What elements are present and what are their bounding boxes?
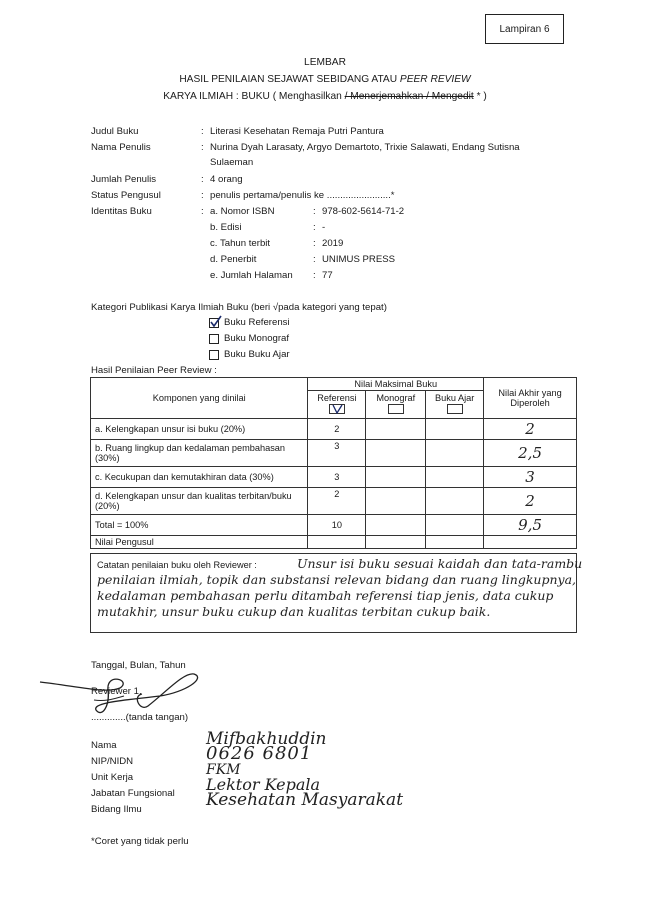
row-referensi: 2 <box>308 419 366 440</box>
check-icon <box>209 315 223 329</box>
header-nilai-akhir: Nilai Akhir yang Diperoleh <box>484 378 577 419</box>
table-row-pengusul <box>91 536 577 549</box>
catatan-label: Catatan penilaian buku oleh Reviewer : <box>97 560 257 570</box>
field-label-jumlah: Jumlah Penulis <box>91 174 157 185</box>
table-row <box>91 419 577 440</box>
option-label-referensi: Buku Referensi <box>224 317 290 328</box>
row-referensi: 3 <box>308 440 366 467</box>
field-label-identitas: Identitas Buku <box>91 206 152 217</box>
tanda-tangan-label: .............(tanda tangan) <box>91 712 189 723</box>
identity-value-bidang: Kesehatan Masyarakat <box>206 790 404 810</box>
row-referensi: 3 <box>308 467 366 488</box>
check-icon <box>330 404 344 414</box>
field-colon: : <box>201 174 204 185</box>
row-buku-ajar <box>426 467 484 488</box>
table-row <box>91 467 577 488</box>
identitas-colon: : <box>313 254 316 265</box>
catatan-box <box>90 553 583 633</box>
field-value-judul: Literasi Kesehatan Remaja Putri Pantura <box>210 126 384 137</box>
identitas-label-edisi: b. Edisi <box>210 222 242 233</box>
row-nilai-akhir: 2,5 <box>484 440 577 467</box>
field-value-status: penulis pertama/penulis ke ........................* <box>210 190 395 201</box>
row-referensi: 2 <box>308 488 366 515</box>
title-line-3-strike: / Menerjemahkan / Mengedit <box>344 91 474 102</box>
identitas-value-halaman: 77 <box>322 270 333 281</box>
field-label-status: Status Pengusul <box>91 190 161 201</box>
header-nilai-maksimal: Nilai Maksimal Buku <box>308 378 484 391</box>
buku-ajar-box <box>447 404 463 414</box>
total-label: Total = 100% <box>91 515 308 536</box>
reviewer-label: Reviewer 1, <box>91 686 142 697</box>
identitas-value-edisi: - <box>322 222 326 233</box>
header-monograf <box>366 391 426 419</box>
header-buku-ajar-label: Buku Ajar <box>435 393 475 403</box>
title-line-2-plain: HASIL PENILAIAN SEJAWAT SEBIDANG ATAU <box>179 74 400 85</box>
row-komponen: d. Kelengkapan unsur dan kualitas terbitan/buku (20%) <box>91 488 308 515</box>
pengusul-nilai-akhir <box>484 536 577 549</box>
total-referensi: 10 <box>308 515 366 536</box>
catatan-handwritten <box>97 556 617 620</box>
identity-label-unit: Unit Kerja <box>91 772 134 783</box>
field-colon: : <box>201 190 204 201</box>
field-colon: : <box>201 126 204 137</box>
field-colon: : <box>201 206 204 217</box>
row-monograf <box>366 467 426 488</box>
row-monograf <box>366 440 426 467</box>
pengusul-monograf <box>366 536 426 549</box>
identitas-colon: : <box>313 270 316 281</box>
row-monograf <box>366 488 426 515</box>
title-line-3-suffix: * ) <box>473 91 487 102</box>
table-row <box>91 488 577 515</box>
row-buku-ajar <box>426 488 484 515</box>
title-line-2 <box>0 74 650 85</box>
header-komponen: Komponen yang dinilai <box>91 378 308 419</box>
checkbox-buku-monograf[interactable] <box>209 334 219 344</box>
header-referensi-label: Referensi <box>317 393 357 403</box>
field-label-judul: Judul Buku <box>91 126 139 137</box>
footnote: *Coret yang tidak perlu <box>91 836 189 847</box>
identitas-value-isbn: 978-602-5614-71-2 <box>322 206 405 217</box>
total-buku-ajar <box>426 515 484 536</box>
row-komponen: c. Kecukupan dan kemutakhiran data (30%) <box>91 467 308 488</box>
field-value-penulis-2: Sulaeman <box>210 157 254 168</box>
row-buku-ajar <box>426 440 484 467</box>
row-nilai-akhir: 2 <box>484 488 577 515</box>
title-line-2-italic: PEER REVIEW <box>399 74 471 85</box>
identitas-label-isbn: a. Nomor ISBN <box>210 206 275 217</box>
field-label-penulis: Nama Penulis <box>91 142 151 153</box>
field-value-jumlah: 4 orang <box>210 174 243 185</box>
peer-review-table <box>90 377 577 549</box>
checkbox-buku-ajar[interactable] <box>209 350 219 360</box>
option-label-monograf: Buku Monograf <box>224 333 290 344</box>
total-monograf <box>366 515 426 536</box>
header-buku-ajar <box>426 391 484 419</box>
identity-label-nama: Nama <box>91 740 117 751</box>
table-row-total <box>91 515 577 536</box>
kategori-heading: Kategori Publikasi Karya Ilmiah Buku (beri √pada kategori yang tepat) <box>91 302 387 313</box>
pengusul-buku-ajar <box>426 536 484 549</box>
header-referensi <box>308 391 366 419</box>
identitas-colon: : <box>313 206 316 217</box>
referensi-check-box <box>329 404 345 414</box>
row-buku-ajar <box>426 419 484 440</box>
identitas-value-tahun: 2019 <box>322 238 344 249</box>
field-value-penulis: Nurina Dyah Larasaty, Argyo Demartoto, Trixie Salawati, Endang Sutisna <box>210 142 520 153</box>
checkbox-buku-referensi[interactable] <box>209 318 219 328</box>
title-line-3 <box>0 91 650 102</box>
title-line-1: LEMBAR <box>304 57 346 68</box>
lampiran-box <box>485 14 564 44</box>
row-komponen: b. Ruang lingkup dan kedalaman pembahasan (30%) <box>91 440 308 467</box>
lampiran-label: Lampiran 6 <box>499 23 550 35</box>
identitas-label-penerbit: d. Penerbit <box>210 254 257 265</box>
identitas-label-halaman: e. Jumlah Halaman <box>210 270 293 281</box>
identitas-colon: : <box>313 222 316 233</box>
monograf-box <box>388 404 404 414</box>
row-monograf <box>366 419 426 440</box>
row-nilai-akhir: 2 <box>484 419 577 440</box>
identitas-label-tahun: c. Tahun terbit <box>210 238 271 249</box>
pengusul-referensi <box>308 536 366 549</box>
identity-value-jabatan: Lektor Kepala <box>206 775 321 794</box>
identity-value-nama: Mifbakhuddin <box>206 729 327 749</box>
identity-label-nidn: NIP/NIDN <box>91 756 134 767</box>
option-label-ajar: Buku Buku Ajar <box>224 349 290 360</box>
identity-label-bidang: Bidang Ilmu <box>91 804 142 815</box>
hasil-heading: Hasil Penilaian Peer Review : <box>91 365 217 376</box>
identitas-value-penerbit: UNIMUS PRESS <box>322 254 396 265</box>
identitas-colon: : <box>313 238 316 249</box>
identity-label-jabatan: Jabatan Fungsional <box>91 788 175 799</box>
pengusul-label: Nilai Pengusul <box>91 536 308 549</box>
row-nilai-akhir: 3 <box>484 467 577 488</box>
table-row <box>91 440 577 467</box>
header-monograf-label: Monograf <box>376 393 416 403</box>
identity-value-unit: FKM <box>206 762 241 778</box>
catatan-handwritten-text: Unsur isi buku sesuai kaidah dan tata-rambu penilaian ilmiah, topik dan substansi relevan bidang dan ruang lingkupnya, kedalaman pembahasan perlu ditambah referensi tiap jenis, data cukup mutakhir, unsur buku cukup dan kualitas terbitan cukup baik. <box>97 556 583 619</box>
identity-value-nidn: 0626 6801 <box>206 743 313 764</box>
total-nilai-akhir: 9,5 <box>484 515 577 536</box>
row-komponen: a. Kelengkapan unsur isi buku (20%) <box>91 419 308 440</box>
tanggal-label: Tanggal, Bulan, Tahun <box>91 660 186 671</box>
title-line-3-prefix: KARYA ILMIAH : BUKU ( Menghasilkan <box>163 91 345 102</box>
field-colon: : <box>201 142 204 153</box>
